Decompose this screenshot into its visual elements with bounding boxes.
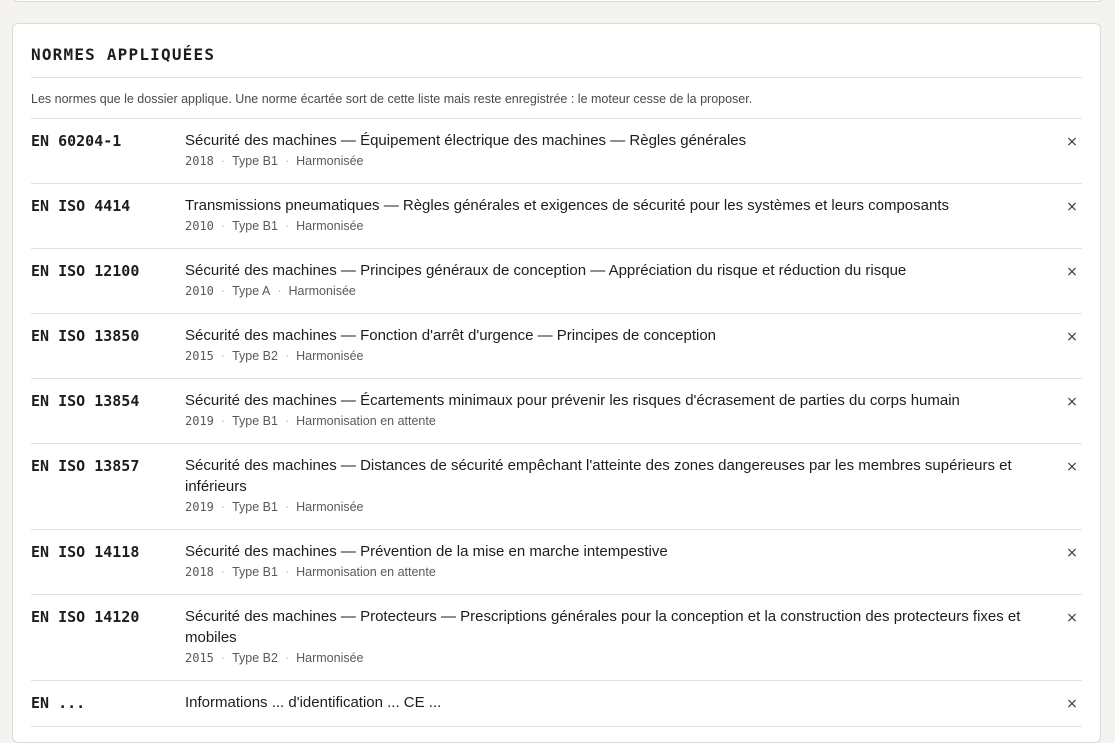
standard-row xyxy=(31,249,1082,314)
standard-year: 2018 xyxy=(185,154,214,168)
close-icon: × xyxy=(1066,394,1078,410)
standard-year: 2010 xyxy=(185,219,214,233)
standard-year: 2018 xyxy=(185,565,214,579)
applied-standards-panel xyxy=(12,23,1101,743)
standard-status: Harmonisée xyxy=(288,284,356,298)
meta-separator: · xyxy=(284,349,290,363)
meta-separator: · xyxy=(220,154,226,168)
standard-code: EN ISO 13850 xyxy=(31,327,140,345)
standard-title: Sécurité des machines — Protecteurs — Prescriptions générales pour la conception et la construction des protecteurs fixes et mobiles xyxy=(185,608,1021,646)
close-icon: × xyxy=(1066,610,1078,626)
panel-title: NORMES APPLIQUÉES xyxy=(31,24,1082,78)
meta-separator: · xyxy=(277,284,282,298)
standard-row xyxy=(31,184,1082,249)
standard-meta xyxy=(185,562,1042,582)
standard-type: Type B1 xyxy=(232,154,278,168)
standard-row xyxy=(31,119,1082,184)
standards-list xyxy=(31,119,1082,727)
standard-meta xyxy=(185,281,1042,301)
standard-meta xyxy=(185,216,1042,236)
standard-title: Sécurité des machines — Prévention de la mise en marche intempestive xyxy=(185,543,668,560)
standard-body xyxy=(185,390,1062,431)
standard-type: Type B2 xyxy=(232,651,278,665)
remove-standard-button[interactable] xyxy=(1062,457,1082,477)
remove-standard-button[interactable] xyxy=(1062,262,1082,282)
standard-status: Harmonisée xyxy=(296,500,364,514)
standard-meta xyxy=(185,411,1042,431)
close-icon: × xyxy=(1066,199,1078,215)
meta-separator: · xyxy=(284,565,290,579)
panel-description: Les normes que le dossier applique. Une norme écartée sort de cette liste mais reste enregistrée : le moteur cesse de la proposer. xyxy=(31,78,1082,119)
standard-body xyxy=(185,260,1062,301)
meta-separator: · xyxy=(284,414,290,428)
close-icon: × xyxy=(1066,134,1078,150)
standard-title: Sécurité des machines — Principes généraux de conception — Appréciation du risque et réduction du risque xyxy=(185,262,907,279)
standard-meta xyxy=(185,497,1042,517)
standard-row xyxy=(31,595,1082,681)
standard-code: EN ISO 13854 xyxy=(31,392,140,410)
standard-meta xyxy=(185,346,1042,366)
standard-status: Harmonisée xyxy=(296,349,364,363)
standard-code: EN ... xyxy=(31,694,86,712)
meta-separator: · xyxy=(220,500,226,514)
standard-row xyxy=(31,681,1082,727)
standard-status: Harmonisation en attente xyxy=(296,565,436,579)
meta-separator: · xyxy=(284,219,290,233)
standard-meta xyxy=(185,151,1042,171)
standard-code: EN ISO 14120 xyxy=(31,608,140,626)
standard-row xyxy=(31,379,1082,444)
close-icon: × xyxy=(1066,264,1078,280)
standard-status: Harmonisée xyxy=(296,219,364,233)
standard-body xyxy=(185,606,1062,668)
standard-row xyxy=(31,314,1082,379)
meta-separator: · xyxy=(284,651,290,665)
standard-title: Sécurité des machines — Écartements minimaux pour prévenir les risques d'écrasement de parties du corps humain xyxy=(185,392,960,409)
standard-year: 2010 xyxy=(185,284,214,298)
standard-year: 2019 xyxy=(185,500,214,514)
standard-status: Harmonisée xyxy=(296,154,364,168)
close-icon: × xyxy=(1066,459,1078,475)
standard-status: Harmonisation en attente xyxy=(296,414,436,428)
previous-card xyxy=(12,0,1104,2)
meta-separator: · xyxy=(220,565,226,579)
standard-code: EN 60204-1 xyxy=(31,132,122,150)
standard-type: Type B2 xyxy=(232,349,278,363)
standard-code: EN ISO 4414 xyxy=(31,197,131,215)
standard-type: Type B1 xyxy=(232,414,278,428)
standard-title: Transmissions pneumatiques — Règles générales et exigences de sécurité pour les systèmes et leurs composants xyxy=(185,197,949,214)
standard-year: 2015 xyxy=(185,651,214,665)
standard-title: Informations ... d'identification ... CE ... xyxy=(185,694,442,711)
standard-body xyxy=(185,455,1062,517)
remove-standard-button[interactable] xyxy=(1062,694,1082,714)
standard-row xyxy=(31,530,1082,595)
remove-standard-button[interactable] xyxy=(1062,327,1082,347)
standard-meta xyxy=(185,648,1042,668)
standard-body xyxy=(185,541,1062,582)
standard-year: 2015 xyxy=(185,349,214,363)
meta-separator: · xyxy=(220,219,226,233)
standard-title: Sécurité des machines — Fonction d'arrêt d'urgence — Principes de conception xyxy=(185,327,717,344)
remove-standard-button[interactable] xyxy=(1062,197,1082,217)
standard-status: Harmonisée xyxy=(296,651,364,665)
standard-type: Type A xyxy=(232,284,271,298)
close-icon: × xyxy=(1066,329,1078,345)
meta-separator: · xyxy=(220,651,226,665)
standard-body xyxy=(185,195,1062,236)
close-icon: × xyxy=(1066,696,1078,712)
meta-separator: · xyxy=(284,154,290,168)
standard-body xyxy=(185,130,1062,171)
standard-title: Sécurité des machines — Équipement électrique des machines — Règles générales xyxy=(185,132,747,149)
standard-type: Type B1 xyxy=(232,500,278,514)
standard-year: 2019 xyxy=(185,414,214,428)
close-icon: × xyxy=(1066,545,1078,561)
standard-type: Type B1 xyxy=(232,219,278,233)
remove-standard-button[interactable] xyxy=(1062,392,1082,412)
remove-standard-button[interactable] xyxy=(1062,608,1082,628)
meta-separator: · xyxy=(220,349,226,363)
meta-separator: · xyxy=(220,414,226,428)
meta-separator: · xyxy=(220,284,226,298)
standard-body xyxy=(185,325,1062,366)
remove-standard-button[interactable] xyxy=(1062,543,1082,563)
standard-type: Type B1 xyxy=(232,565,278,579)
remove-standard-button[interactable] xyxy=(1062,132,1082,152)
standard-body xyxy=(185,692,1062,713)
meta-separator: · xyxy=(284,500,290,514)
standard-code: EN ISO 13857 xyxy=(31,457,140,475)
standard-code: EN ISO 14118 xyxy=(31,543,140,561)
standard-code: EN ISO 12100 xyxy=(31,262,140,280)
standard-row xyxy=(31,444,1082,530)
standard-title: Sécurité des machines — Distances de sécurité empêchant l'atteinte des zones dangereuses par les membres supérieurs et inférieurs xyxy=(185,457,1012,495)
